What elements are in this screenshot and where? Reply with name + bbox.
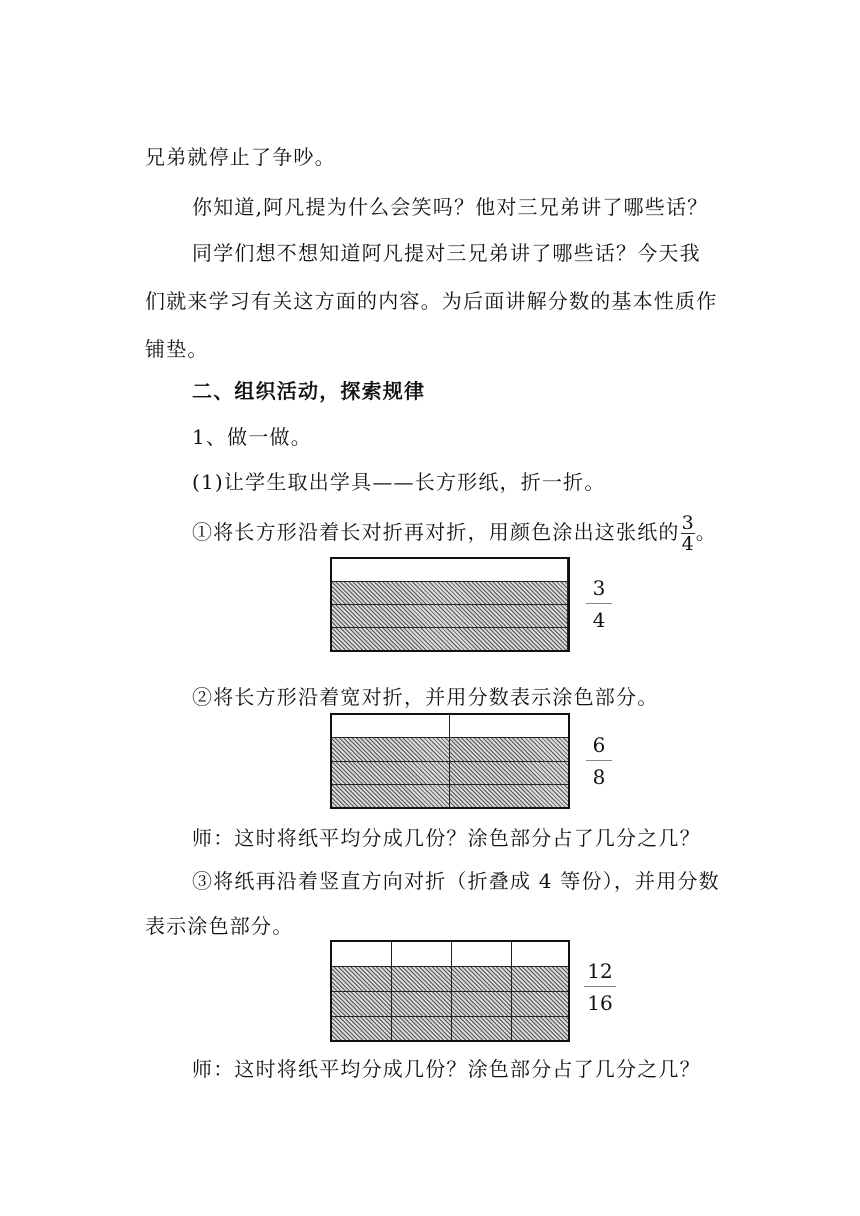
figure-1-fraction	[586, 576, 612, 632]
section-heading: 二、组织活动，探索规律	[192, 379, 426, 403]
figure-1-denominator: 4	[592, 608, 606, 632]
item-do-it: 1、做一做。	[192, 425, 312, 449]
paper-cell	[332, 559, 568, 582]
paper-cell-shaded	[512, 1017, 568, 1040]
inline-fraction-numerator: 3	[681, 512, 694, 534]
paper-cell-shaded	[332, 992, 392, 1017]
paper-cell-shaded	[332, 628, 568, 650]
step-three-line2: 表示涂色部分。	[145, 914, 294, 938]
step-two: ②将长方形沿着宽对折，并用分数表示涂色部分。	[192, 685, 659, 709]
figure-2-denominator: 8	[592, 765, 606, 789]
step-three-line1: ③将纸再沿着竖直方向对折（折叠成 4 等份），并用分数	[192, 869, 720, 893]
paper-cell-shaded	[452, 992, 512, 1017]
teacher-question-2: 师：这时将纸平均分成几份？涂色部分占了几分之几？	[192, 1057, 701, 1081]
paragraph-question: 你知道,阿凡提为什么会笑吗？他对三兄弟讲了哪些话？	[192, 195, 709, 219]
folded-paper-figure-3	[330, 940, 570, 1042]
paper-cell-shaded	[332, 605, 568, 628]
folded-paper-figure-1	[330, 557, 570, 652]
step-one-end: 。	[695, 520, 717, 544]
paper-cell-shaded	[332, 967, 392, 992]
paragraph-intro-line1: 同学们想不想知道阿凡提对三兄弟讲了哪些话？今天我	[192, 241, 701, 265]
inline-fraction	[681, 513, 695, 554]
paper-cell-shaded	[450, 738, 568, 762]
paper-cell-shaded	[512, 967, 568, 992]
paper-cell	[392, 942, 452, 967]
figure-3-denominator: 16	[587, 991, 613, 1015]
paper-cell	[512, 942, 568, 967]
paper-cell-shaded	[452, 967, 512, 992]
paper-cell-shaded	[450, 762, 568, 785]
step-one	[192, 513, 717, 554]
figure-3-numerator: 12	[584, 959, 616, 987]
paper-cell	[450, 715, 568, 738]
folded-paper-figure-2	[330, 713, 570, 809]
inline-fraction-denominator: 4	[681, 533, 694, 555]
paper-cell-shaded	[392, 967, 452, 992]
figure-2-numerator: 6	[586, 733, 612, 761]
paper-cell-shaded	[392, 992, 452, 1017]
paper-cell	[332, 942, 392, 967]
paper-cell-shaded	[332, 582, 568, 605]
paper-cell-shaded	[512, 992, 568, 1017]
paper-cell-shaded	[332, 762, 450, 785]
paper-cell	[452, 942, 512, 967]
paper-cell-shaded	[332, 738, 450, 762]
paper-cell-shaded	[392, 1017, 452, 1040]
item-fold-paper: (1)让学生取出学具——长方形纸，折一折。	[192, 470, 606, 494]
paper-cell-shaded	[450, 785, 568, 807]
figure-3-fraction	[584, 959, 616, 1015]
step-one-text: ①将长方形沿着长对折再对折，用颜色涂出这张纸的	[192, 520, 680, 544]
figure-2-fraction	[586, 733, 612, 789]
paper-cell-shaded	[332, 785, 450, 807]
teacher-question-1: 师：这时将纸平均分成几份？涂色部分占了几分之几？	[192, 826, 701, 850]
figure-1-numerator: 3	[586, 576, 612, 604]
paragraph-intro-line2: 们就来学习有关这方面的内容。为后面讲解分数的基本性质作	[145, 289, 718, 313]
paper-cell	[332, 715, 450, 738]
paragraph-continuation: 兄弟就停止了争吵。	[145, 145, 336, 169]
paper-cell-shaded	[332, 1017, 392, 1040]
paper-cell-shaded	[452, 1017, 512, 1040]
paragraph-intro-line3: 铺垫。	[145, 337, 209, 361]
